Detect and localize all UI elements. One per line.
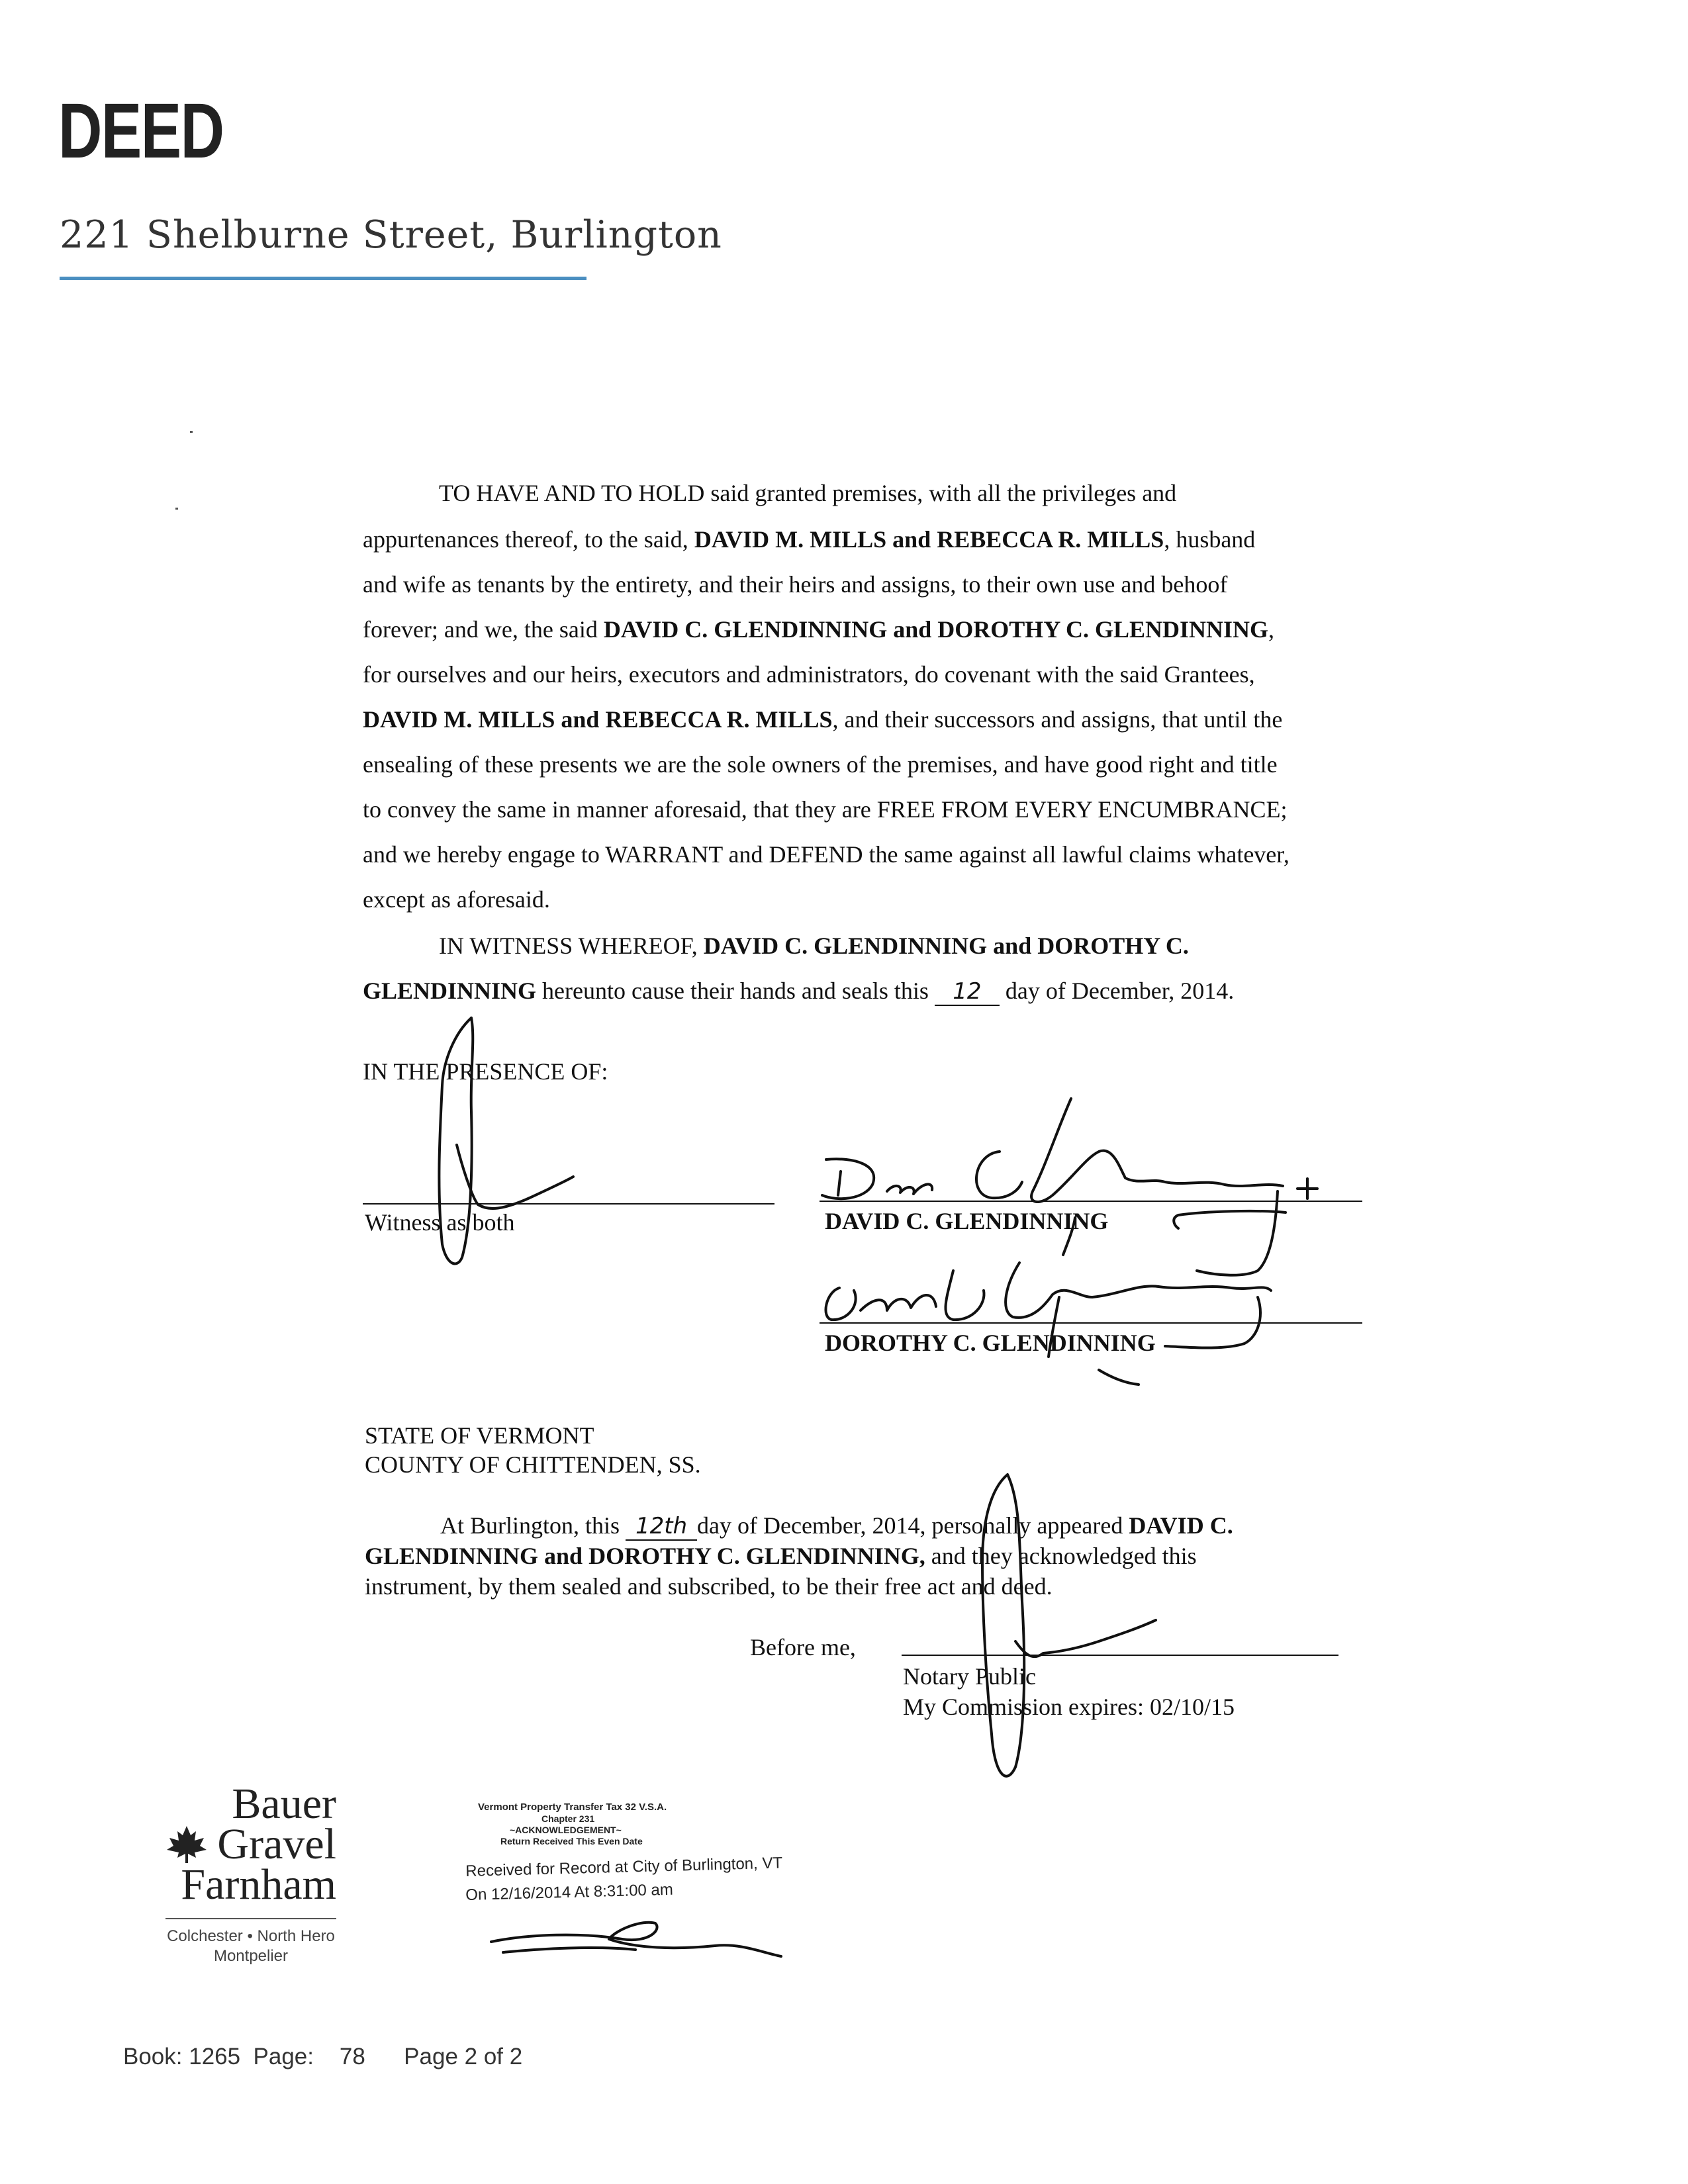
party-names: DAVID M. MILLS and REBECCA R. MILLS (363, 706, 833, 733)
county-line: COUNTY OF CHITTENDEN, SS. (365, 1451, 701, 1478)
party-names: DAVID C. GLENDINNING and DOROTHY C. GLENDINNING (603, 616, 1269, 643)
habendum-text: TO HAVE AND TO HOLD said granted premises, with all the privileges and (439, 480, 1177, 506)
before-me: Before me, (750, 1634, 856, 1661)
habendum-text: and we hereby engage to WARRANT and DEFEND the same against all lawful claims whatever, (363, 841, 1289, 868)
day-blank: 12 (935, 978, 1000, 1006)
habendum-text: ensealing of these presents we are the sole owners of the premises, and have good right and title (363, 751, 1278, 778)
witness-date-text: day of December, 2014. (999, 978, 1235, 1004)
ack-text: and they acknowledged this (925, 1543, 1197, 1569)
stamp-received: Received for Record at City of Burlington, VT (465, 1854, 783, 1880)
notary-signature (982, 1475, 1156, 1776)
habendum-text: for ourselves and our heirs, executors and administrators, do covenant with the said Grantees, (363, 661, 1255, 688)
habendum-text: forever; and we, the said (363, 616, 604, 643)
witness-text: IN WITNESS WHEREOF, (439, 933, 704, 959)
notary-label: Notary Public (903, 1663, 1036, 1690)
signer2-name: DOROTHY C. GLENDINNING (825, 1330, 1156, 1356)
stamp-tax-line: Vermont Property Transfer Tax 32 V.S.A. (478, 1801, 667, 1813)
witness-text: hereunto cause their hands and seals this (536, 978, 935, 1004)
ack-day-blank: 12th (626, 1513, 697, 1541)
ack-line-3: instrument, by them sealed and subscribed, to be their free act and deed. (365, 1573, 1053, 1600)
recorder-signature (491, 1923, 781, 1956)
habendum-text: , (1268, 616, 1275, 643)
grantor-surname: GLENDINNING (363, 978, 537, 1004)
ack-text: day of December, 2014, personally appeared (697, 1512, 1129, 1539)
habendum-text: except as aforesaid. (363, 886, 550, 913)
logo-word-gravel: Gravel (217, 1820, 336, 1868)
logo-word-bauer: Bauer (232, 1780, 336, 1828)
state-line: STATE OF VERMONT (365, 1422, 594, 1449)
habendum-text: appurtenances thereof, to the said, (363, 526, 694, 553)
party-names: DAVID M. MILLS and REBECCA R. MILLS (694, 526, 1164, 553)
logo-word-farnham: Farnham (181, 1860, 336, 1909)
commission-expiry: My Commission expires: 02/10/15 (903, 1694, 1235, 1720)
stamp-return: Return Received This Even Date (500, 1836, 643, 1846)
ack-name: DAVID C. (1129, 1512, 1233, 1539)
presence-heading: IN THE PRESENCE OF: (363, 1058, 608, 1085)
book-page-footer: Book: 1265 Page: 78 Page 2 of 2 (123, 2044, 523, 2070)
habendum-text: and wife as tenants by the entirety, and their heirs and assigns, to their own use and behoof (363, 571, 1228, 598)
signer1-name: DAVID C. GLENDINNING (825, 1208, 1109, 1234)
stamp-datetime: On 12/16/2014 At 8:31:00 am (465, 1880, 674, 1904)
ack-text: At Burlington, this (440, 1512, 626, 1539)
ack-names: GLENDINNING and DOROTHY C. GLENDINNING, (365, 1543, 925, 1569)
document-title: DEED (58, 87, 224, 175)
property-address: 221 Shelburne Street, Burlington (60, 213, 722, 257)
habendum-text: , husband (1164, 526, 1256, 553)
stamp-chapter: Chapter 231 (541, 1813, 595, 1824)
david-signature (822, 1099, 1317, 1275)
grantor-names: DAVID C. GLENDINNING and DOROTHY C. (703, 933, 1189, 959)
habendum-text: to convey the same in manner aforesaid, that they are FREE FROM EVERY ENCUMBRANCE; (363, 796, 1288, 823)
logo-locations-2: Montpelier (213, 1947, 289, 1965)
logo-locations: Colchester • North Hero (167, 1927, 335, 1945)
witness-label: Witness as both (365, 1209, 515, 1236)
witness-signature (439, 1018, 573, 1264)
dorothy-signature (825, 1263, 1271, 1385)
habendum-text: , and their successors and assigns, that until the (832, 706, 1283, 733)
stamp-ack: ~ACKNOWLEDGEMENT~ (510, 1825, 622, 1835)
